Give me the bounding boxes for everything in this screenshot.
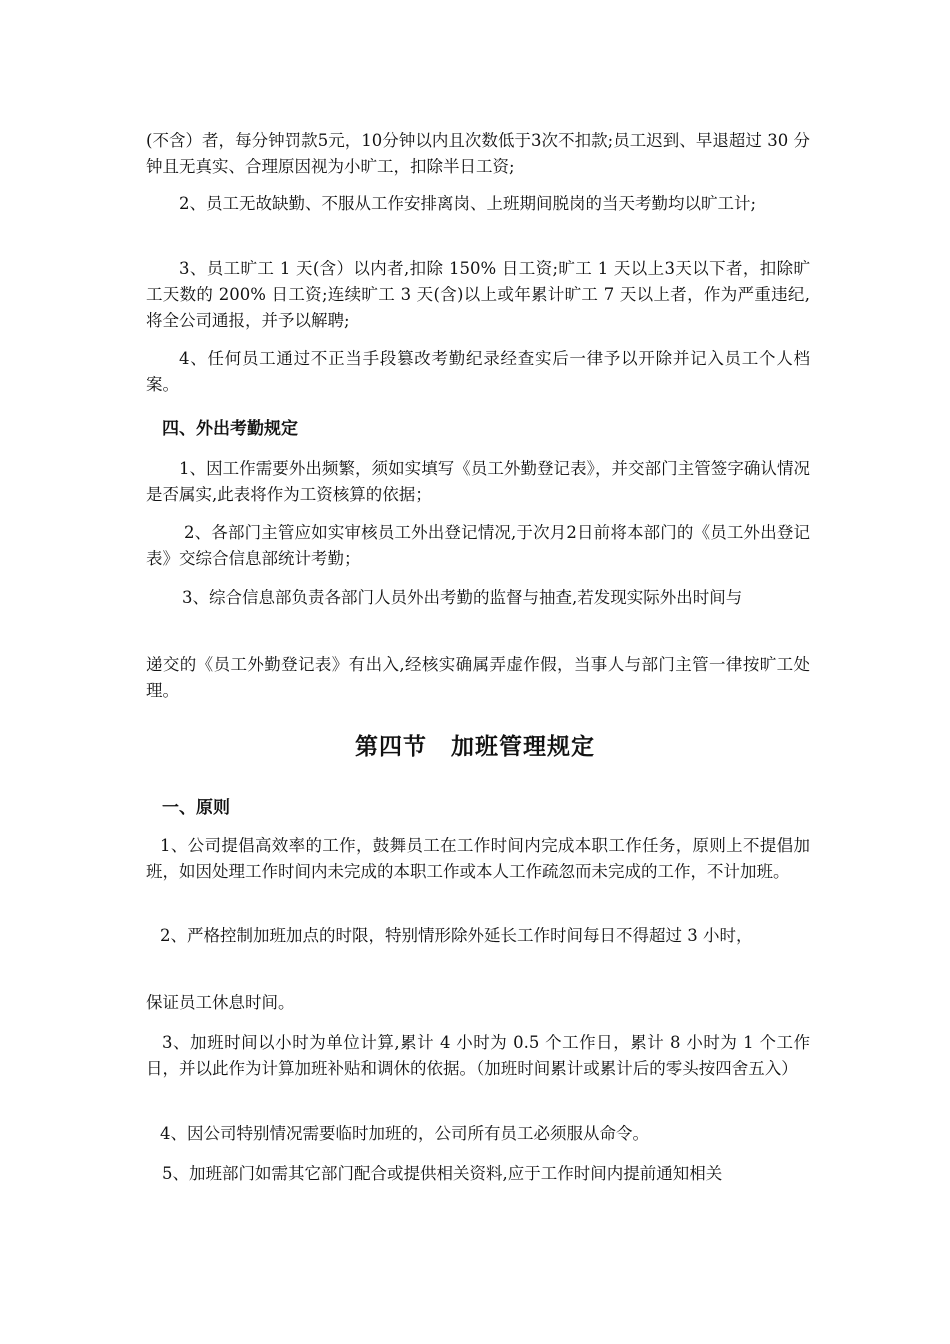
absence-paragraph: 2、员工无故缺勤、不服从工作安排离岗、上班期间脱岗的当天考勤均以旷工计; xyxy=(179,194,757,213)
outside-registration-paragraph: 1、因工作需要外出频繁，须如实填写《员工外勤登记表》，并交部门主管签字确认情况是否属实,此表将作为工资核算的依据； xyxy=(146,459,810,504)
overtime-limit-paragraph: 2、严格控制加班加点的时限，特别情形除外延长工作时间每日不得超过 3 小时， xyxy=(160,926,753,945)
overtime-calculation-paragraph: 3、加班时间以小时为单位计算,累计 4 小时为 0.5 个工作日，累计 8 小时为 1 个工作日，并以此作为计算加班补贴和调休的依据。（加班时间累计或累计后的零头按四舍五入） xyxy=(146,1033,810,1078)
principle-heading: 一、原则 xyxy=(162,798,230,818)
spot-check-paragraph: 3、综合信息部负责各部门人员外出考勤的监督与抽查,若发现实际外出时间与 xyxy=(182,588,743,607)
temporary-overtime-paragraph: 4、因公司特别情况需要临时加班的，公司所有员工必须服从命令。 xyxy=(160,1124,649,1143)
section-title: 第四节 加班管理规定 xyxy=(355,734,595,760)
rest-time-paragraph: 保证员工休息时间。 xyxy=(146,993,295,1012)
department-cooperation-paragraph: 5、加班部门如需其它部门配合或提供相关资料,应于工作时间内提前通知相关 xyxy=(162,1164,723,1183)
efficiency-paragraph: 1、公司提倡高效率的工作，鼓舞员工在工作时间内完成本职工作任务，原则上不提倡加班，如因处理工作时间内未完成的本职工作或本人工作疏忽而未完成的工作，不计加班。 xyxy=(146,836,810,881)
attendance-late-paragraph: (不含）者，每分钟罚款5元，10分钟以内且次数低于3次不扣款;员工迟到、早退超过 30 分钟且无真实、合理原因视为小旷工，扣除半日工资; xyxy=(146,131,810,176)
outside-attendance-heading: 四、外出考勤规定 xyxy=(162,419,298,439)
manager-review-paragraph: 2、各部门主管应如实审核员工外出登记情况,于次月2日前将本部门的《员工外出登记表》交综合信息部统计考勤； xyxy=(146,523,810,568)
absenteeism-penalty-paragraph: 3、员工旷工 1 天(含）以内者,扣除 150% 日工资;旷工 1 天以上3天以下者，扣除旷工天数的 200% 日工资;连续旷工 3 天(含)以上或年累计旷工 7 天以上者，作为严重违纪,将全公司通报，并予以解聘; xyxy=(146,259,810,330)
falsification-paragraph: 递交的《员工外勤登记表》有出入,经核实确属弄虚作假，当事人与部门主管一律按旷工处理。 xyxy=(146,655,810,700)
record-tampering-paragraph: 4、任何员工通过不正当手段篡改考勤纪录经查实后一律予以开除并记入员工个人档案。 xyxy=(146,349,810,394)
